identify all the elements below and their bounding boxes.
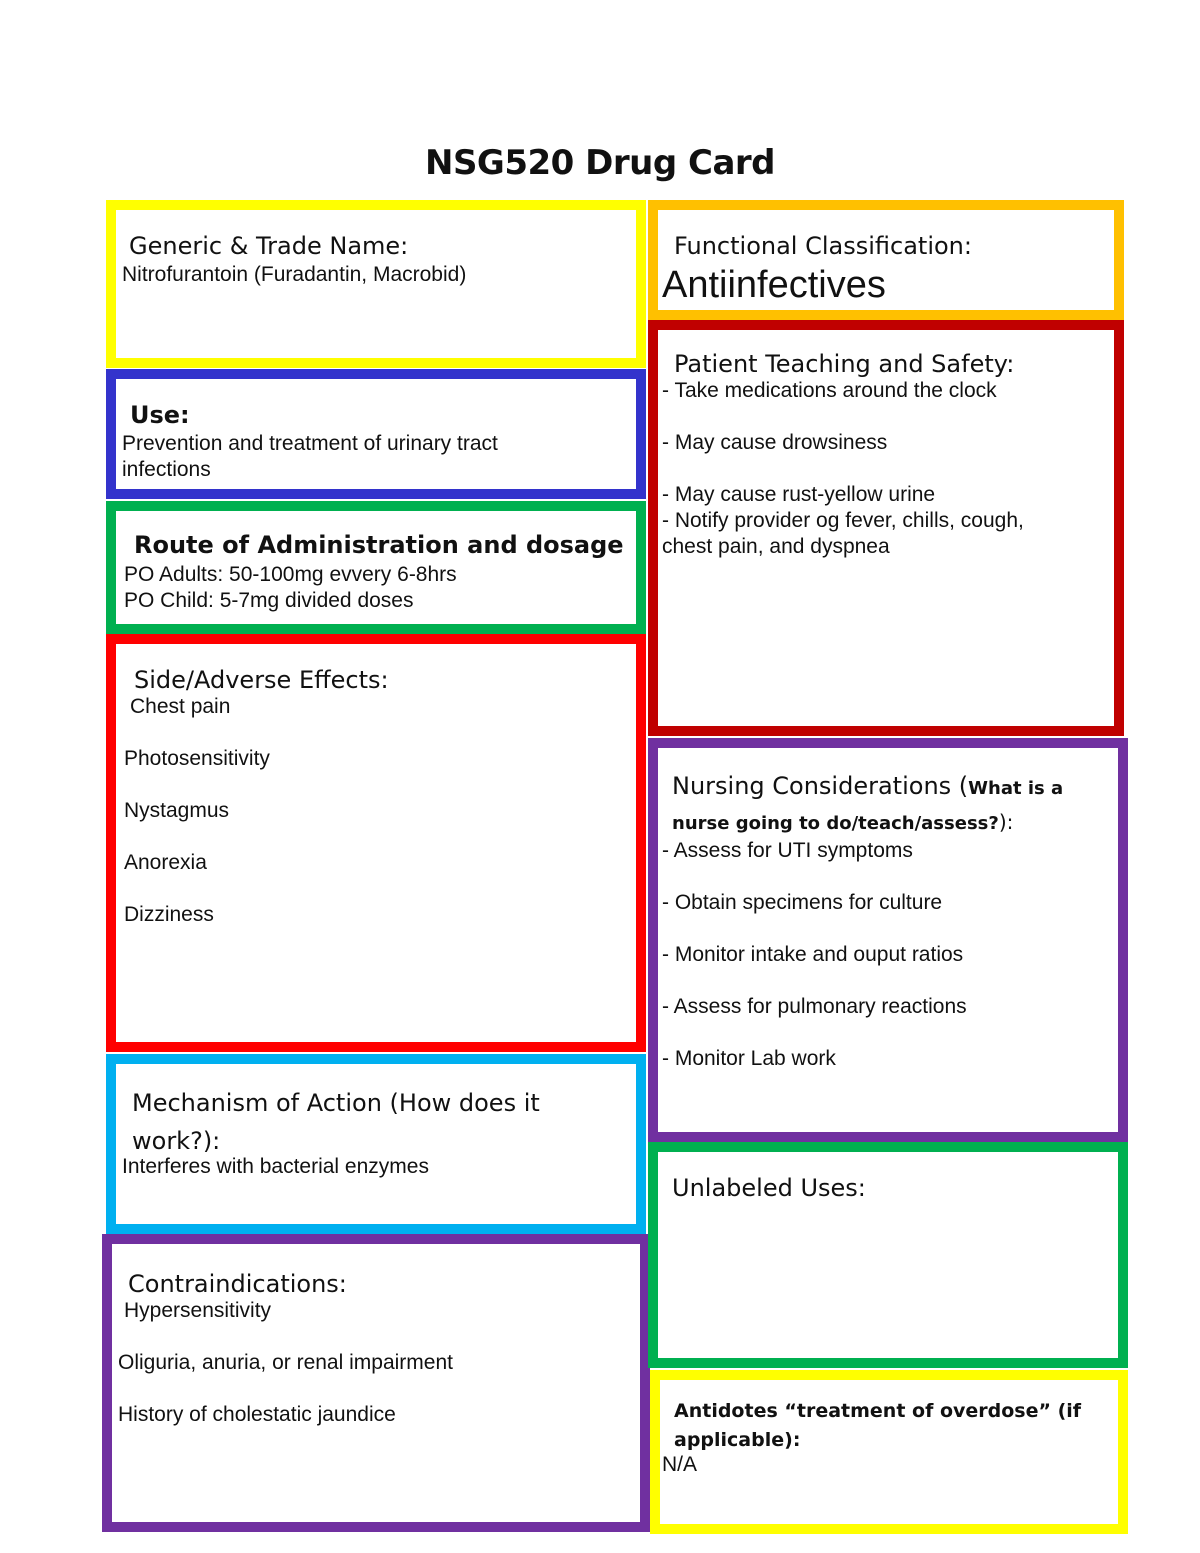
functional-classification-box (648, 200, 1124, 320)
nursing-considerations-header-bold-a: What is a (968, 778, 1064, 799)
nursing-consideration-item: - Assess for pulmonary reactions (662, 995, 967, 1018)
route-dosage-line: PO Adults: 50-100mg evvery 6-8hrs (124, 563, 457, 586)
nursing-considerations-header-line2 (672, 809, 1112, 836)
patient-teaching-header: Patient Teaching and Safety: (674, 350, 1015, 378)
side-effect-item: Photosensitivity (124, 747, 270, 770)
nursing-considerations-header-tail: ): (998, 810, 1014, 834)
nursing-considerations-header-bold-b: nurse going to do/teach/assess? (672, 813, 999, 834)
patient-teaching-item: - Notify provider og fever, chills, cough, (662, 509, 1024, 532)
antidotes-header-line2-wrap (674, 1426, 1104, 1454)
side-effect-item: Anorexia (124, 851, 207, 874)
functional-classification-header: Functional Classification: (674, 232, 972, 260)
patient-teaching-item: - Take medications around the clock (662, 379, 997, 402)
patient-teaching-item: - May cause rust-yellow urine (662, 483, 936, 506)
nursing-consideration-item: - Assess for UTI symptoms (662, 839, 913, 862)
antidotes-header-line2: applicable): (674, 1429, 801, 1451)
mechanism-box (106, 1054, 646, 1234)
patient-teaching-item-continuation: chest pain, and dyspnea (662, 535, 890, 558)
antidotes-header (674, 1396, 1104, 1426)
mechanism-header-line1: Mechanism of Action (How does it (132, 1089, 540, 1117)
patient-teaching-item: - May cause drowsiness (662, 431, 888, 454)
side-effect-item: Dizziness (124, 903, 214, 926)
contraindication-item: Hypersensitivity (124, 1299, 272, 1322)
route-dosage-box (106, 501, 646, 634)
antidotes-box (650, 1370, 1128, 1534)
generic-trade-name-box (106, 200, 646, 368)
use-value-line2: infections (122, 458, 211, 481)
contraindication-item: Oliguria, anuria, or renal impairment (118, 1351, 453, 1374)
contraindication-item: History of cholestatic jaundice (118, 1403, 396, 1426)
mechanism-header-line2: work?): (132, 1127, 221, 1155)
mechanism-value: Interferes with bacterial enzymes (122, 1155, 429, 1178)
route-dosage-line: PO Child: 5-7mg divided doses (124, 589, 414, 612)
nursing-consideration-item: - Obtain specimens for culture (662, 891, 943, 914)
use-header: Use: (130, 401, 190, 429)
contraindications-box (102, 1234, 650, 1532)
generic-trade-name-header: Generic & Trade Name: (129, 232, 409, 260)
antidotes-value: N/A (662, 1453, 698, 1476)
unlabeled-uses-header: Unlabeled Uses: (672, 1174, 866, 1202)
side-effect-item: Nystagmus (124, 799, 230, 822)
patient-teaching-box (648, 320, 1124, 736)
use-box (106, 369, 646, 499)
functional-classification-value: Antiinfectives (662, 263, 886, 306)
nursing-considerations-box (648, 738, 1128, 1142)
antidotes-header-line1: Antidotes “treatment of overdose” (if (674, 1400, 1082, 1422)
unlabeled-uses-box (648, 1142, 1128, 1368)
nursing-considerations-header-main: Nursing Considerations ( (672, 772, 969, 800)
generic-trade-name-value: Nitrofurantoin (Furadantin, Macrobid) (122, 263, 467, 286)
use-value-line1: Prevention and treatment of urinary tract (122, 432, 498, 455)
nursing-considerations-header (672, 768, 1112, 807)
nursing-consideration-item: - Monitor Lab work (662, 1047, 836, 1070)
route-dosage-header: Route of Administration and dosage (134, 531, 624, 559)
side-effect-item: Chest pain (130, 695, 231, 718)
page-title: NSG520 Drug Card (424, 143, 776, 183)
contraindications-header: Contraindications: (128, 1270, 347, 1298)
side-effects-header: Side/Adverse Effects: (134, 666, 389, 694)
nursing-consideration-item: - Monitor intake and ouput ratios (662, 943, 964, 966)
side-effects-box (106, 634, 646, 1052)
